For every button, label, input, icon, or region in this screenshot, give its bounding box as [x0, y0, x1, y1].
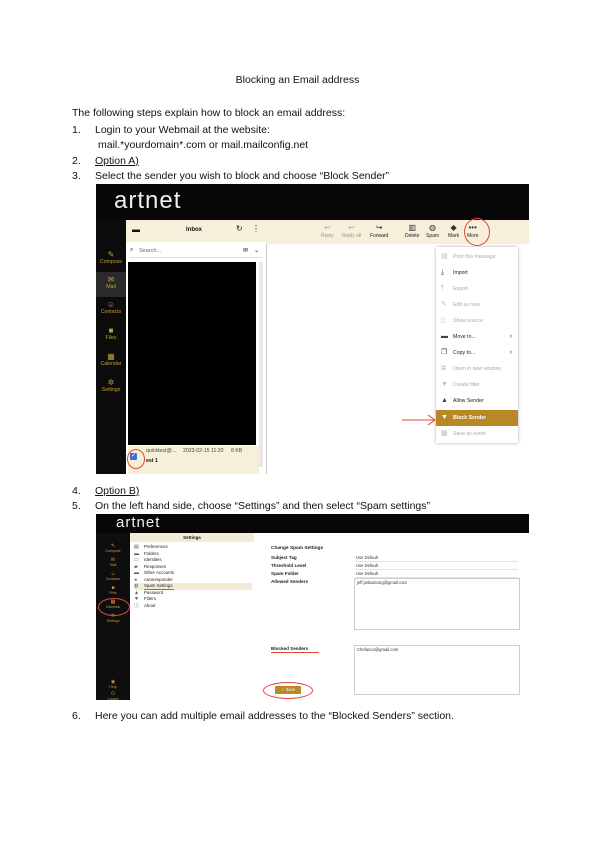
- help-icon: ◉: [110, 679, 116, 685]
- message-date: 2023-02-15 11:20: [183, 448, 224, 454]
- blocked-senders-label: Blocked Senders: [271, 646, 309, 651]
- source-icon: ▯: [441, 317, 445, 324]
- delete-button[interactable]: ▥ Delete: [405, 223, 420, 239]
- step-5-text: On the left hand side, choose “Settings” and then select “Spam settings”: [95, 500, 431, 512]
- chevron-down-icon[interactable]: ⌄: [254, 248, 260, 254]
- settings-nav: [130, 533, 255, 700]
- message-subject: est 1: [146, 458, 158, 464]
- menu-item-show-source[interactable]: ▯ Show source: [436, 313, 518, 329]
- spam-folder-label: Spam Folder: [271, 571, 299, 576]
- step-4-text: Option B): [95, 485, 140, 497]
- highlight-circle: [98, 598, 130, 616]
- sidebar-item-files[interactable]: ■ Files: [96, 326, 126, 341]
- highlight-circle: [263, 682, 313, 699]
- step-3-text: Select the sender you wish to block and choose “Block Sender”: [95, 170, 390, 182]
- refresh-icon[interactable]: ↻: [236, 224, 243, 233]
- reply-icon: ↩: [324, 223, 331, 232]
- sidebar-item-contacts[interactable]: ☺ Contacts: [96, 571, 130, 581]
- subject-tag-field[interactable]: Use Default: [356, 554, 518, 562]
- identity-icon: ▭: [134, 557, 139, 563]
- nav-item-preferences[interactable]: ▤ Preferences: [134, 544, 168, 550]
- menu-item-open-new-window[interactable]: ⧉ Open in new window: [436, 361, 518, 377]
- menu-item-edit-as-new[interactable]: ✎ Edit as new: [436, 297, 518, 313]
- settings-nav-header: Settings: [130, 533, 254, 542]
- allowed-senders-textarea[interactable]: jeff.jmbaincing@gmail.com: [354, 578, 520, 630]
- thumbs-up-icon: ▲: [441, 397, 448, 404]
- sidebar-item-settings[interactable]: ✲ Settings: [96, 613, 130, 623]
- responses-icon: ▰: [134, 563, 138, 570]
- contacts-icon: ☺: [106, 300, 116, 309]
- threshold-select[interactable]: Use Default: [356, 562, 518, 570]
- reply-all-button[interactable]: ↩ Reply all: [342, 223, 362, 239]
- gear-icon: ✲: [110, 613, 116, 619]
- sidebar-item-settings[interactable]: ✲ Settings: [96, 378, 126, 393]
- folder-icon: ■: [108, 326, 114, 335]
- sidebar-item-mail[interactable]: ✉ Mail: [96, 272, 126, 297]
- search-input[interactable]: Search...: [139, 248, 162, 254]
- more-icon: •••: [468, 223, 477, 232]
- menu-item-print[interactable]: ▤ Print this message: [436, 249, 518, 265]
- menu-item-import[interactable]: ⤓ Import: [436, 265, 518, 281]
- more-dropdown-menu: [436, 247, 518, 443]
- step-1-text: Login to your Webmail at the website:: [95, 124, 270, 136]
- import-icon: ⤓: [441, 269, 445, 276]
- step-6-number: 6.: [72, 710, 81, 722]
- step-1-urls: mail.*yourdomain*.com or mail.mailconfig.net: [98, 139, 309, 151]
- contacts-icon: ☺: [110, 571, 116, 577]
- nav-item-autoresponder[interactable]: ◂ Autoresponder: [134, 576, 173, 583]
- intro-text: The following steps explain how to block an email address:: [72, 107, 346, 119]
- nav-item-other-accounts[interactable]: ▬ Other Accounts: [134, 570, 175, 576]
- highlight-circle: [127, 449, 145, 469]
- calendar-icon: ▦: [107, 352, 115, 361]
- form-heading: Change Spam Settings: [271, 546, 324, 551]
- nav-item-identities[interactable]: ▭ Identities: [134, 557, 162, 563]
- mail-icon: ✉: [107, 275, 115, 284]
- forward-icon: ↪: [375, 223, 383, 232]
- message-from: quicktest@...: [146, 448, 177, 454]
- document-title: Blocking an Email address: [235, 74, 360, 86]
- print-icon: ▤: [441, 253, 448, 260]
- external-window-icon: ⧉: [441, 365, 446, 372]
- preferences-icon: ▤: [134, 544, 139, 550]
- chevron-right-icon: ›: [509, 333, 512, 340]
- copy-icon: ❐: [441, 349, 448, 356]
- screenshot-settings: [96, 514, 529, 700]
- spam-button[interactable]: ◍ Spam: [426, 223, 440, 239]
- tag-icon: ◆: [450, 223, 457, 232]
- nav-item-password[interactable]: ▲ Password: [134, 589, 164, 596]
- compose-icon: ✎: [107, 250, 115, 259]
- blocked-senders-textarea[interactable]: Chefanco@gmail.com: [354, 645, 520, 695]
- more-button[interactable]: ••• More: [467, 223, 479, 239]
- autoresponder-icon: ◂: [134, 576, 137, 583]
- mark-button[interactable]: ◆ Mark: [448, 223, 460, 239]
- step-3-number: 3.: [72, 170, 81, 182]
- app-header: [96, 514, 529, 533]
- envelope-icon[interactable]: ✉: [243, 248, 249, 254]
- mail-icon: ✉: [110, 557, 116, 563]
- nav-item-folders[interactable]: ▬ Folders: [134, 550, 159, 557]
- sidebar-item-files[interactable]: ■ Files: [96, 585, 130, 595]
- search-icon: ⌕: [130, 247, 134, 253]
- menu-item-allow-sender[interactable]: ▲ Allow Sender: [436, 393, 518, 409]
- reply-button[interactable]: ↩ Reply: [321, 223, 334, 239]
- message-size: 8 KB: [231, 448, 243, 454]
- message-checkbox[interactable]: ✓: [130, 453, 137, 459]
- artnet-logo: artnet: [116, 514, 161, 531]
- pencil-icon: ✎: [441, 301, 447, 308]
- menu-item-create-filter[interactable]: ▼ Create filter: [436, 377, 518, 393]
- spam-settings-form: [254, 533, 529, 700]
- menu-item-copy-to[interactable]: ❐ Copy to... ›: [436, 345, 518, 361]
- step-6-text: Here you can add multiple email addresses to the “Blocked Senders” section.: [95, 710, 454, 722]
- sidebar-item-calendar[interactable]: ▦ Calendar: [96, 352, 126, 367]
- sidebar-item-logout[interactable]: ⏻ Logout: [96, 691, 130, 700]
- message-list-blank: [128, 262, 256, 445]
- nav-item-spam-settings[interactable]: ◍ Spam Settings: [134, 583, 252, 590]
- info-icon: ⓘ: [134, 602, 140, 609]
- step-1-number: 1.: [72, 124, 81, 136]
- step-2-number: 2.: [72, 155, 81, 167]
- logout-icon: ⏻: [111, 691, 115, 697]
- gear-icon: ✲: [107, 378, 115, 387]
- nav-item-about[interactable]: ⓘ About: [134, 602, 156, 609]
- lock-icon: ▲: [134, 589, 139, 596]
- menu-item-block-sender[interactable]: ▼ Block Sender: [436, 410, 518, 426]
- pointer-arrow: [401, 412, 437, 428]
- filter-icon: ▼: [134, 596, 139, 602]
- step-4-number: 4.: [72, 485, 81, 497]
- folder-icon: ▬: [132, 225, 140, 234]
- search-bar[interactable]: [130, 247, 262, 258]
- message-list-panel: [126, 220, 267, 474]
- nav-item-filters[interactable]: ▼ Filters: [134, 596, 156, 602]
- underline-mark: [271, 652, 319, 653]
- menu-item-export[interactable]: ⤒ Export: [436, 281, 518, 297]
- sidebar-item-mail[interactable]: ✉ Mail: [96, 557, 130, 567]
- menu-item-save-as-event[interactable]: ▦ Save as event: [436, 426, 518, 442]
- nav-item-responses[interactable]: ▰ Responses: [134, 563, 166, 570]
- sidebar-item-calendar[interactable]: ▦ Calendar: [96, 599, 130, 609]
- check-icon: ✓: [280, 687, 286, 692]
- list-item[interactable]: [128, 446, 259, 474]
- chevron-right-icon: ›: [509, 349, 512, 356]
- folder-icon: ■: [111, 585, 115, 591]
- filter-icon: ▼: [441, 381, 448, 388]
- scrollbar[interactable]: [259, 262, 263, 467]
- app-sidebar: [96, 220, 126, 474]
- threshold-label: Threshold Level: [271, 563, 307, 568]
- artnet-logo: artnet: [114, 187, 182, 214]
- reply-all-icon: ↩: [348, 223, 355, 232]
- spam-folder-select[interactable]: Use Default: [356, 570, 518, 578]
- sidebar-item-compose[interactable]: ✎ Compose: [96, 543, 130, 553]
- step-2-text: Option A): [95, 155, 139, 167]
- thumbs-down-icon: ▼: [441, 414, 448, 421]
- allowed-senders-label: Allowed Senders: [271, 579, 309, 584]
- menu-item-move-to[interactable]: ▬ Move to... ›: [436, 329, 518, 345]
- trash-icon: ▥: [408, 223, 416, 232]
- compose-icon: ✎: [110, 543, 116, 549]
- app-header: [96, 184, 529, 220]
- underline-mark: [144, 589, 174, 590]
- calendar-icon: ▦: [441, 430, 448, 437]
- subject-tag-label: Subject Tag: [271, 555, 297, 560]
- kebab-menu-icon[interactable]: ⋮: [252, 224, 260, 233]
- export-icon: ⤒: [441, 285, 445, 292]
- sidebar-item-contacts[interactable]: ☺ Contacts: [96, 300, 126, 315]
- folder-move-icon: ▬: [441, 333, 448, 340]
- spam-icon: ◍: [429, 223, 437, 232]
- calendar-icon: ▦: [110, 599, 116, 605]
- app-sidebar: [96, 533, 130, 700]
- screenshot-inbox: [96, 184, 529, 474]
- step-5-number: 5.: [72, 500, 81, 512]
- message-list-header: [126, 220, 266, 242]
- sidebar-item-help[interactable]: ◉ Help: [96, 679, 130, 689]
- accounts-icon: ▬: [134, 570, 139, 576]
- sidebar-item-compose[interactable]: ✎ Compose: [96, 250, 126, 265]
- spam-icon: ◍: [134, 583, 139, 589]
- save-button[interactable]: ✓ Save: [275, 686, 301, 694]
- folder-icon: ▬: [134, 550, 139, 557]
- highlight-circle: [464, 218, 490, 246]
- inbox-title: Inbox: [186, 227, 202, 233]
- forward-button[interactable]: ↪ Forward: [370, 223, 389, 239]
